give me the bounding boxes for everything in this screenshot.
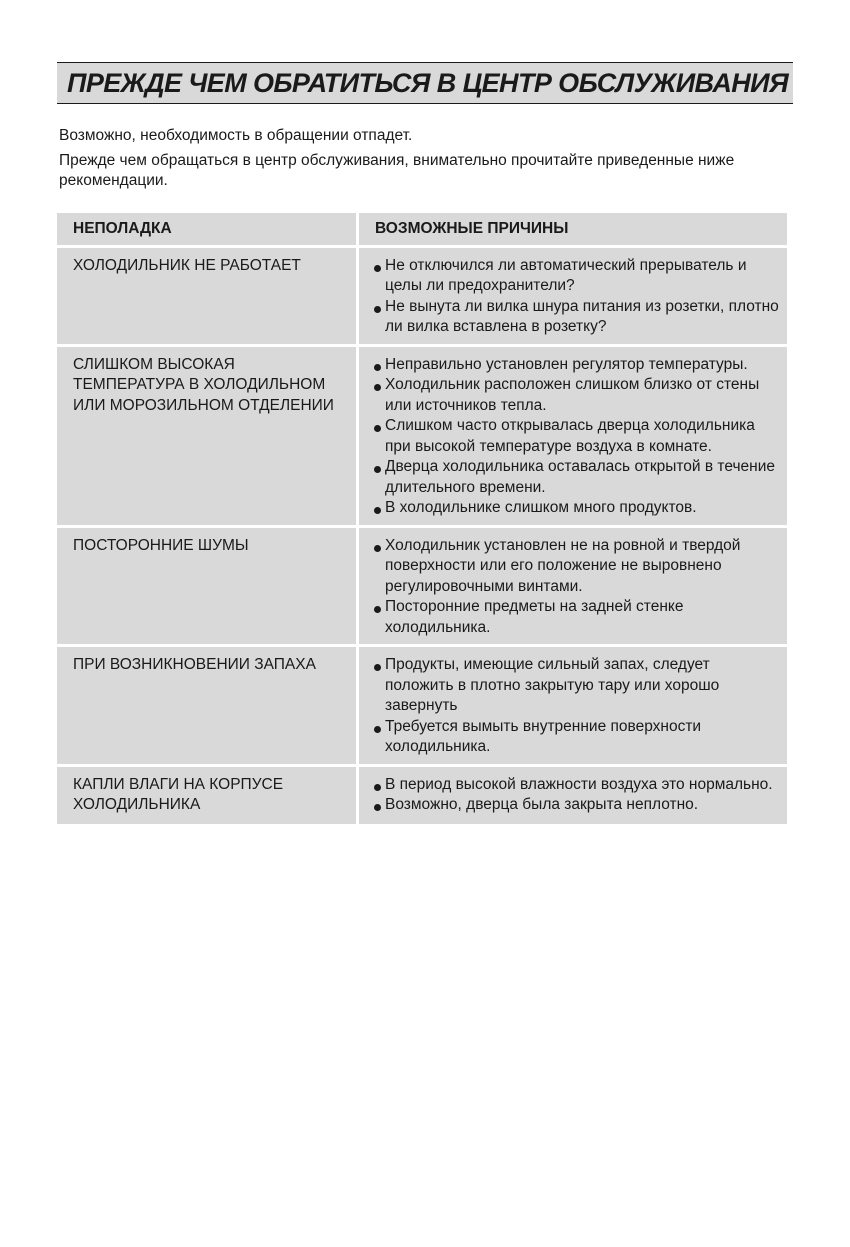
causes-cell [359,767,787,824]
causes-cell [359,528,787,645]
causes-cell [359,647,787,764]
table-row [57,647,787,764]
intro-paragraph: Прежде чем обращаться в центр обслуживания, внимательно прочитайте приведенные ниже рекомендации. [59,152,735,189]
cause-item: Требуется вымыть внутренние поверхности холодильника. [373,717,779,758]
cause-list [373,256,779,338]
cause-item: Не отключился ли автоматический прерыватель и целы ли предохранители? [373,256,779,297]
problem-cell: КАПЛИ ВЛАГИ НА КОРПУСЕ ХОЛОДИЛЬНИКА [57,767,356,824]
cause-item: Холодильник расположен слишком близко от стены или источников тепла. [373,375,779,416]
manual-page [57,62,793,827]
problem-cell: ПРИ ВОЗНИКНОВЕНИИ ЗАПАХА [57,647,356,764]
cause-item: Продукты, имеющие сильный запах, следует положить в плотно закрытую тару или хорошо завернуть [373,655,779,717]
causes-cell [359,347,787,525]
table-row [57,248,787,344]
cause-item: Дверца холодильника оставалась открытой в течение длительного времени. [373,457,779,498]
cause-item: Слишком часто открывалась дверца холодильника при высокой температуре воздуха в комнате. [373,416,779,457]
cause-item: Посторонние предметы на задней стенке холодильника. [373,597,779,638]
section-title-bar [57,62,793,104]
cause-item: Неправильно установлен регулятор температуры. [373,355,779,376]
table-row [57,767,787,824]
table-row [57,528,787,645]
cause-list [373,655,779,758]
cause-item: Возможно, дверца была закрыта неплотно. [373,795,779,816]
cause-list [373,536,779,639]
table-header-row [57,213,787,245]
problem-cell: ХОЛОДИЛЬНИК НЕ РАБОТАЕТ [57,248,356,344]
page-title: ПРЕЖДЕ ЧЕМ ОБРАТИТЬСЯ В ЦЕНТР ОБСЛУЖИВАНИЯ [67,67,789,98]
intro-text [57,126,793,191]
header-problem: НЕПОЛАДКА [57,213,356,245]
cause-item: В холодильнике слишком много продуктов. [373,498,779,519]
problem-cell: ПОСТОРОННИЕ ШУМЫ [57,528,356,645]
cause-item: Не вынута ли вилка шнура питания из розетки, плотно ли вилка вставлена в розетку? [373,297,779,338]
cause-list [373,775,779,816]
cause-list [373,355,779,519]
cause-item: В период высокой влажности воздуха это нормально. [373,775,779,796]
table-row [57,347,787,525]
causes-cell [359,248,787,344]
intro-paragraph: Возможно, необходимость в обращении отпадет. [59,127,413,144]
problem-cell: СЛИШКОМ ВЫСОКАЯ ТЕМПЕРАТУРА В ХОЛОДИЛЬНОМ ИЛИ МОРОЗИЛЬНОМ ОТДЕЛЕНИИ [57,347,356,525]
troubleshooting-table [54,210,790,827]
cause-item: Холодильник установлен не на ровной и твердой поверхности или его положение не выровнено регулировочными винтами. [373,536,779,598]
header-causes: ВОЗМОЖНЫЕ ПРИЧИНЫ [359,213,787,245]
